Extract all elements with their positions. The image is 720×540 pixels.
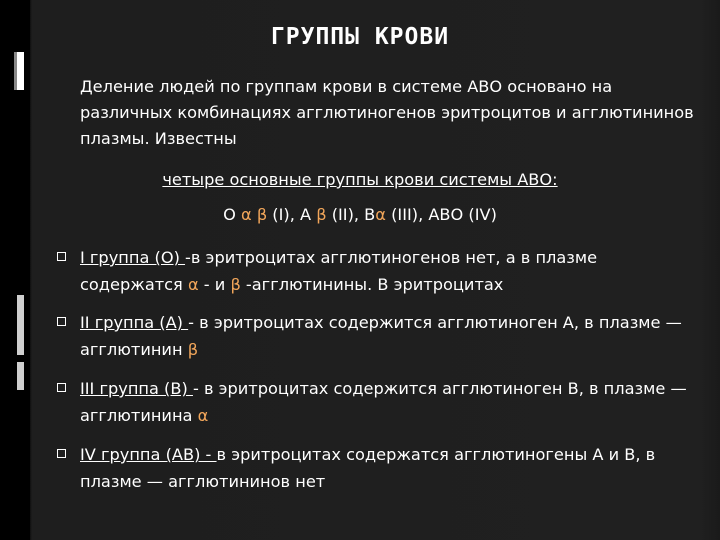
greek-beta: β — [316, 205, 327, 224]
bullet-body: - в эритроцитах содержится агглютиноген А, в плазме —агглютинин — [80, 313, 682, 359]
bullet-body: - в эритроцитах содержится агглютиноген В, в плазме — агглютинина — [80, 379, 687, 425]
formula-o: О — [223, 205, 241, 224]
square-bullet-icon — [57, 252, 66, 261]
greek-alpha: α — [197, 406, 209, 425]
greek-alpha: α — [240, 205, 252, 224]
formula-part: (III), АВО (IV) — [385, 205, 497, 224]
greek-alpha: α — [375, 205, 386, 224]
bullet-heading: II группа (А) — [80, 313, 189, 332]
bullet-text — [80, 441, 705, 495]
formula-line — [0, 205, 720, 224]
decor-bar — [17, 52, 24, 90]
slide-title: ГРУППЫ КРОВИ — [270, 24, 450, 50]
decor-bar — [17, 295, 24, 355]
decor-bar — [17, 362, 24, 390]
greek-alpha: α — [187, 275, 199, 294]
formula-part: (I), А — [267, 205, 317, 224]
bullet-body: в эритроцитах содержатся агглютиногены А и В, в плазме — агглютининов нет — [80, 445, 656, 491]
intro-paragraph: Деление людей по группам крови в системе АВО основано на различных комбинациях агглютиногенов эритроцитов и агглютининов плазмы. Известны — [80, 77, 694, 148]
subtitle-text: четыре основные группы крови системы АВО: — [162, 170, 558, 189]
subtitle-line — [0, 170, 720, 189]
bullet-body: -в эритроцитах агглютиногенов нет, а в плазме содержатся — [80, 248, 598, 294]
greek-beta: β — [230, 275, 241, 294]
bullet-text — [80, 244, 705, 298]
bullet-heading: III группа (В) — [80, 379, 193, 398]
greek-beta: β — [256, 205, 268, 224]
formula-part: (II), В — [326, 205, 376, 224]
bullet-text — [80, 309, 705, 363]
bullet-heading: IV группа (АВ) - — [80, 445, 217, 464]
bullet-text — [80, 375, 705, 429]
greek-beta: β — [187, 340, 199, 359]
square-bullet-icon — [57, 317, 66, 326]
bullet-body: - и — [198, 275, 231, 294]
bullet-body: -агглютинины. В эритроцитах — [240, 275, 504, 294]
square-bullet-icon — [57, 383, 66, 392]
square-bullet-icon — [57, 449, 66, 458]
bullet-heading: I группа (О) — [80, 248, 186, 267]
